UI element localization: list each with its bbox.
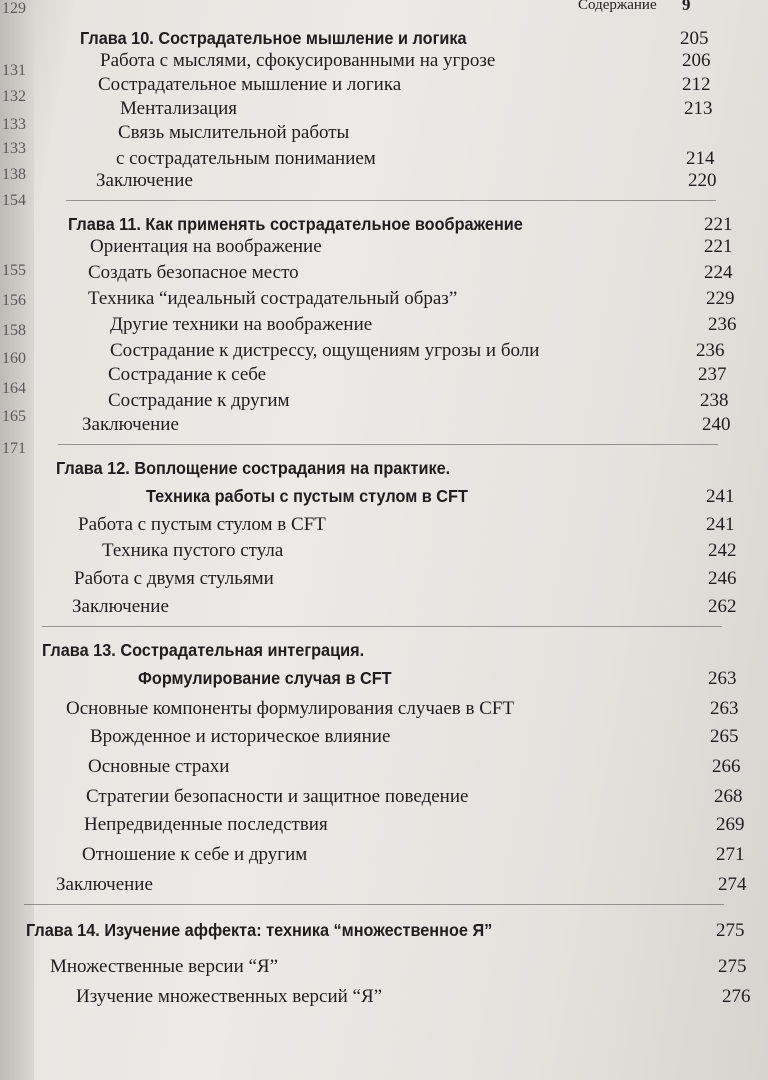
divider — [58, 444, 718, 445]
margin-number: 131 — [2, 62, 26, 79]
toc-page: 266 — [712, 756, 741, 777]
toc-title: Техника пустого стула — [102, 540, 284, 561]
divider — [66, 200, 716, 201]
toc-title: Основные страхи — [88, 756, 230, 777]
facing-page-edge — [0, 0, 34, 1080]
toc-page: 263 — [710, 698, 739, 719]
toc-page: 263 — [708, 668, 737, 689]
toc-page: 238 — [700, 390, 729, 411]
toc-page: 237 — [698, 364, 727, 385]
margin-number: 129 — [2, 0, 26, 17]
margin-number: 133 — [2, 116, 26, 133]
toc-title: Формулирование случая в CFT — [138, 668, 392, 688]
toc-page: 236 — [696, 340, 725, 361]
toc-title: Работа с мыслями, сфокусированными на угрозе — [100, 50, 496, 71]
toc-page: 265 — [710, 726, 739, 747]
toc-title: Заключение — [72, 596, 169, 617]
toc-page: 221 — [704, 236, 733, 257]
toc-title: Отношение к себе и другим — [82, 844, 308, 865]
toc-page: 236 — [708, 314, 737, 335]
toc-title: Врожденное и историческое влияние — [90, 726, 391, 747]
toc-page: 240 — [702, 414, 731, 435]
header-section: Содержание — [578, 0, 657, 13]
toc-title: Заключение — [56, 874, 153, 895]
toc-title: Сострадание к себе — [108, 364, 267, 385]
toc-title: Другие техники на воображение — [110, 314, 373, 335]
toc-page: 213 — [684, 98, 713, 119]
toc-title: Глава 10. Сострадательное мышление и логика — [80, 28, 467, 48]
toc-page: 275 — [716, 920, 745, 941]
margin-number: 133 — [2, 140, 26, 157]
toc-page: 221 — [704, 214, 733, 235]
header-page-number: 9 — [682, 0, 691, 14]
toc-page: 224 — [704, 262, 733, 283]
toc-title: Изучение множественных версий “Я” — [76, 986, 383, 1007]
divider — [42, 626, 722, 627]
toc-page: 269 — [716, 814, 745, 835]
toc-title: Глава 12. Воплощение сострадания на практике. — [56, 458, 451, 478]
toc-page: 229 — [706, 288, 735, 309]
toc-title: Сострадание к дистрессу, ощущениям угрозы и боли — [110, 340, 540, 361]
toc-page: 276 — [722, 986, 751, 1007]
toc-page: 205 — [680, 28, 709, 49]
toc-page: 214 — [686, 148, 715, 169]
toc-page: 274 — [718, 874, 747, 895]
margin-number: 132 — [2, 88, 26, 105]
toc-title: Техника работы с пустым стулом в CFT — [146, 486, 468, 506]
toc-title: Глава 13. Сострадательная интеграция. — [42, 640, 365, 660]
toc-title: Ориентация на воображение — [90, 236, 322, 257]
toc-title: Работа с двумя стульями — [74, 568, 274, 589]
toc-page: 220 — [688, 170, 717, 191]
toc-title: Глава 14. Изучение аффекта: техника “множественное Я” — [26, 920, 493, 940]
toc-title: Создать безопасное место — [88, 262, 299, 283]
toc-page: 212 — [682, 74, 711, 95]
toc-page: 268 — [714, 786, 743, 807]
toc-title: Основные компоненты формулирования случаев в CFT — [66, 698, 515, 719]
toc-title: Техника “идеальный сострадательный образ” — [88, 288, 458, 309]
toc-title: Сострадание к другим — [108, 390, 290, 411]
toc-title: Множественные версии “Я” — [50, 956, 279, 977]
toc-page: 206 — [682, 50, 711, 71]
toc-title: Заключение — [96, 170, 193, 191]
margin-number: 156 — [2, 292, 26, 309]
toc-title: Работа с пустым стулом в CFT — [78, 514, 326, 535]
toc-title: Стратегии безопасности и защитное поведение — [86, 786, 469, 807]
margin-number: 155 — [2, 262, 26, 279]
margin-number: 138 — [2, 166, 26, 183]
toc-title: Ментализация — [120, 98, 238, 119]
toc-title: Сострадательное мышление и логика — [98, 74, 402, 95]
toc-title: Глава 11. Как применять сострадательное воображение — [68, 214, 523, 234]
toc-page: 241 — [706, 514, 735, 535]
toc-title: с сострадательным пониманием — [116, 148, 376, 169]
toc-page: 262 — [708, 596, 737, 617]
toc-title: Заключение — [82, 414, 179, 435]
margin-number: 158 — [2, 322, 26, 339]
toc-page: 242 — [708, 540, 737, 561]
margin-number: 171 — [2, 440, 26, 457]
margin-number: 160 — [2, 350, 26, 367]
toc-title: Связь мыслительной работы — [118, 122, 350, 143]
toc-page: 241 — [706, 486, 735, 507]
divider — [24, 904, 724, 905]
margin-number: 165 — [2, 408, 26, 425]
toc-title: Непредвиденные последствия — [84, 814, 328, 835]
toc-page: 271 — [716, 844, 745, 865]
margin-number: 164 — [2, 380, 26, 397]
toc-page: 275 — [718, 956, 747, 977]
margin-number: 154 — [2, 192, 26, 209]
toc-page: 246 — [708, 568, 737, 589]
